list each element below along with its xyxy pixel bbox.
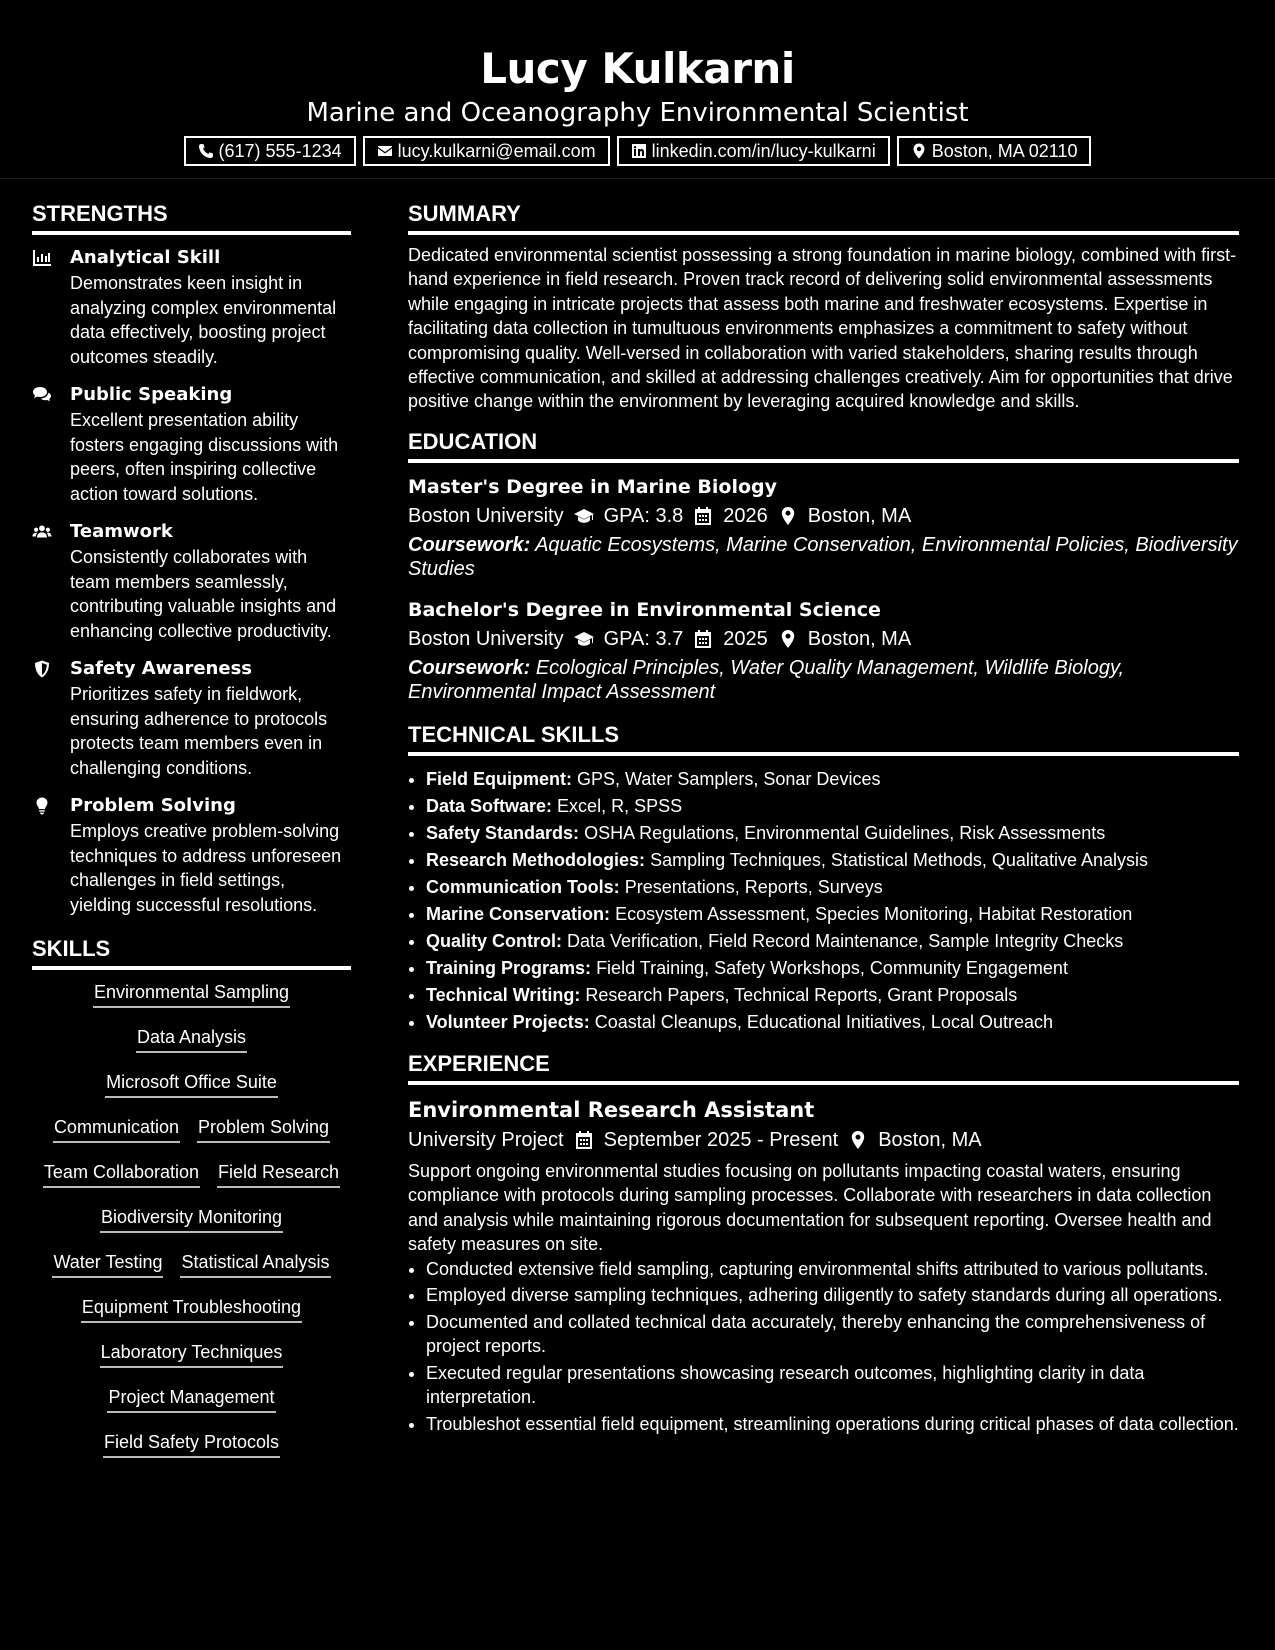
job-bullets: [408, 1257, 1239, 1437]
strengths-heading: STRENGTHS: [32, 198, 351, 235]
technical-skills-heading: TECHNICAL SKILLS: [408, 719, 1239, 756]
graduation-cap-icon: [574, 506, 594, 526]
skill-tag: Laboratory Techniques: [100, 1340, 284, 1368]
calendar-icon: [693, 629, 713, 649]
contact-location-text: Boston, MA 02110: [931, 140, 1078, 161]
strength-item: [32, 656, 351, 780]
technical-skills-list: [408, 766, 1239, 1036]
strength-title: Problem Solving: [70, 795, 236, 816]
skill-tag: Equipment Troubleshooting: [81, 1295, 302, 1323]
job-title: Environmental Research Assistant: [408, 1097, 815, 1122]
graduation-cap-icon: [574, 629, 594, 649]
list-item: • Volunteer Projects: Coastal Cleanups, Educational Initiatives, Local Outreach: [426, 1009, 1239, 1036]
calendar-icon: [574, 1130, 594, 1150]
contact-phone-text: (617) 555-1234: [218, 140, 342, 161]
skill-tag: Team Collaboration: [43, 1160, 200, 1188]
experience-item: [408, 1095, 1239, 1437]
contact-location: [897, 136, 1092, 166]
list-item: • Conducted extensive field sampling, capturing environmental shifts attributed to various pollutants.: [426, 1257, 1239, 1282]
skill-tag: Water Testing: [52, 1250, 163, 1278]
shield-icon: [32, 660, 52, 678]
strength-title: Safety Awareness: [70, 658, 252, 679]
strength-desc: Employs creative problem-solving techniques to address unforeseen challenges in field settings, yielding successful resolutions.: [70, 821, 342, 915]
calendar-icon: [693, 506, 713, 526]
skill-tag: Project Management: [107, 1385, 275, 1413]
skill-tag: Statistical Analysis: [180, 1250, 330, 1278]
left-column: [32, 198, 351, 1475]
lightbulb-icon: [32, 797, 52, 815]
strength-title: Analytical Skill: [70, 247, 221, 268]
linkedin-icon: [631, 143, 647, 159]
contact-email-text: lucy.kulkarni@email.com: [397, 140, 596, 161]
phone-icon: [198, 143, 214, 159]
skill-tag: Environmental Sampling: [93, 980, 290, 1008]
job-description: Support ongoing environmental studies focusing on pollutants impacting coastal waters, ensuring compliance with protocols during sampling processes. Collaborate with researchers in data collection and analysis while maintaining rigorous documentation for subsequent reporting. Oversee health and safety measures on site.: [408, 1160, 1212, 1255]
edu-location: Boston, MA: [807, 504, 912, 527]
skill-tag: Problem Solving: [197, 1115, 330, 1143]
job-location: Boston, MA: [878, 1128, 982, 1151]
strength-item: [32, 382, 351, 506]
list-item: • Employed diverse sampling techniques, adhering diligently to safety standards during all operations.: [426, 1283, 1239, 1308]
list-item: • Executed regular presentations showcasing research outcomes, highlighting clarity in data interpretation.: [426, 1361, 1239, 1410]
summary-heading: SUMMARY: [408, 198, 1239, 235]
skill-tag: Field Research: [217, 1160, 340, 1188]
strength-item: [32, 245, 351, 369]
map-pin-icon: [778, 629, 798, 649]
list-item: • Research Methodologies: Sampling Techniques, Statistical Methods, Qualitative Analysis: [426, 847, 1239, 874]
list-item: • Quality Control: Data Verification, Field Record Maintenance, Sample Integrity Checks: [426, 928, 1239, 955]
list-item: • Safety Standards: OSHA Regulations, Environmental Guidelines, Risk Assessments: [426, 820, 1239, 847]
map-pin-icon: [778, 506, 798, 526]
right-column: [408, 198, 1239, 1438]
coursework-label: Coursework:: [408, 533, 531, 556]
list-item: • Technical Writing: Research Papers, Technical Reports, Grant Proposals: [426, 982, 1239, 1009]
map-pin-icon: [911, 143, 927, 159]
degree-title: Master's Degree in Marine Biology: [408, 475, 778, 498]
organization: University Project: [408, 1128, 564, 1151]
speech-bubbles-icon: [32, 386, 52, 404]
strength-desc: Consistently collaborates with team members seamlessly, contributing valuable insights and enhancing collective productivity.: [70, 547, 337, 641]
contact-email[interactable]: [363, 136, 610, 166]
experience-heading: EXPERIENCE: [408, 1048, 1239, 1085]
school-name: Boston University: [408, 627, 564, 650]
gpa: GPA: 3.7: [603, 627, 684, 650]
skills-heading: SKILLS: [32, 933, 351, 970]
coursework-label: Coursework:: [408, 656, 531, 679]
contact-linkedin[interactable]: [617, 136, 890, 166]
skill-tag: Communication: [53, 1115, 180, 1143]
envelope-icon: [377, 143, 393, 159]
contact-bar: [0, 136, 1275, 166]
education-item: [408, 596, 1239, 705]
list-item: • Documented and collated technical data accurately, thereby enhancing the comprehensiveness of project reports.: [426, 1310, 1239, 1359]
contact-phone[interactable]: [184, 136, 356, 166]
strength-desc: Demonstrates keen insight in analyzing complex environmental data effectively, boosting project outcomes steadily.: [70, 273, 337, 367]
coursework-list: Aquatic Ecosystems, Marine Conservation, Environmental Policies, Biodiversity Studies: [408, 533, 1238, 581]
education-item: [408, 473, 1239, 582]
edu-location: Boston, MA: [807, 627, 912, 650]
resume-header: [0, 0, 1275, 179]
education-heading: EDUCATION: [408, 426, 1239, 463]
list-item: • Troubleshot essential field equipment, streamlining operations during critical phases of data collection.: [426, 1412, 1239, 1437]
school-name: Boston University: [408, 504, 564, 527]
bar-chart-icon: [32, 249, 52, 267]
strength-desc: Prioritizes safety in fieldwork, ensuring adherence to protocols protects team members even in challenging conditions.: [70, 684, 328, 778]
skill-tag: Field Safety Protocols: [103, 1430, 280, 1458]
coursework-list: Ecological Principles, Water Quality Management, Wildlife Biology, Environmental Impact Assessment: [408, 656, 1125, 704]
gpa: GPA: 3.8: [603, 504, 684, 527]
strength-item: [32, 793, 351, 917]
grad-year: 2026: [723, 504, 768, 527]
strength-item: [32, 519, 351, 643]
summary-text: Dedicated environmental scientist possessing a strong foundation in marine biology, combined with first-hand experience in field research. Proven track record of delivering solid environmental assessments while engaging in intricate projects that assess both marine and freshwater ecosystems. Expertise in facilitating data collection in tumultuous environments emphasizes a commitment to safety without compromising quality. Well-versed in collaboration with varied stakeholders, sharing results through effective communication, and skilled at addressing challenges creatively. Aim for opportunities that drive positive change within the environment by leveraging acquired knowledge and skills.: [408, 245, 1237, 412]
contact-linkedin-text: linkedin.com/in/lucy-kulkarni: [651, 140, 876, 161]
list-item: • Field Equipment: GPS, Water Samplers, Sonar Devices: [426, 766, 1239, 793]
list-item: • Data Software: Excel, R, SPSS: [426, 793, 1239, 820]
list-item: • Training Programs: Field Training, Safety Workshops, Community Engagement: [426, 955, 1239, 982]
strength-title: Public Speaking: [70, 384, 233, 405]
job-dates: September 2025 - Present: [603, 1128, 839, 1151]
list-item: • Communication Tools: Presentations, Reports, Surveys: [426, 874, 1239, 901]
map-pin-icon: [848, 1130, 868, 1150]
skills-list: [32, 980, 351, 1475]
list-item: • Marine Conservation: Ecosystem Assessment, Species Monitoring, Habitat Restoration: [426, 901, 1239, 928]
grad-year: 2025: [723, 627, 768, 650]
users-icon: [32, 523, 52, 541]
strength-title: Teamwork: [70, 521, 173, 542]
skill-tag: Data Analysis: [136, 1025, 247, 1053]
candidate-title: Marine and Oceanography Environmental Scientist: [306, 98, 969, 128]
skill-tag: Biodiversity Monitoring: [100, 1205, 283, 1233]
degree-title: Bachelor's Degree in Environmental Science: [408, 598, 881, 621]
strength-desc: Excellent presentation ability fosters engaging discussions with peers, often inspiring collective action toward solutions.: [70, 410, 339, 504]
skill-tag: Microsoft Office Suite: [105, 1070, 278, 1098]
candidate-name: Lucy Kulkarni: [480, 44, 795, 93]
